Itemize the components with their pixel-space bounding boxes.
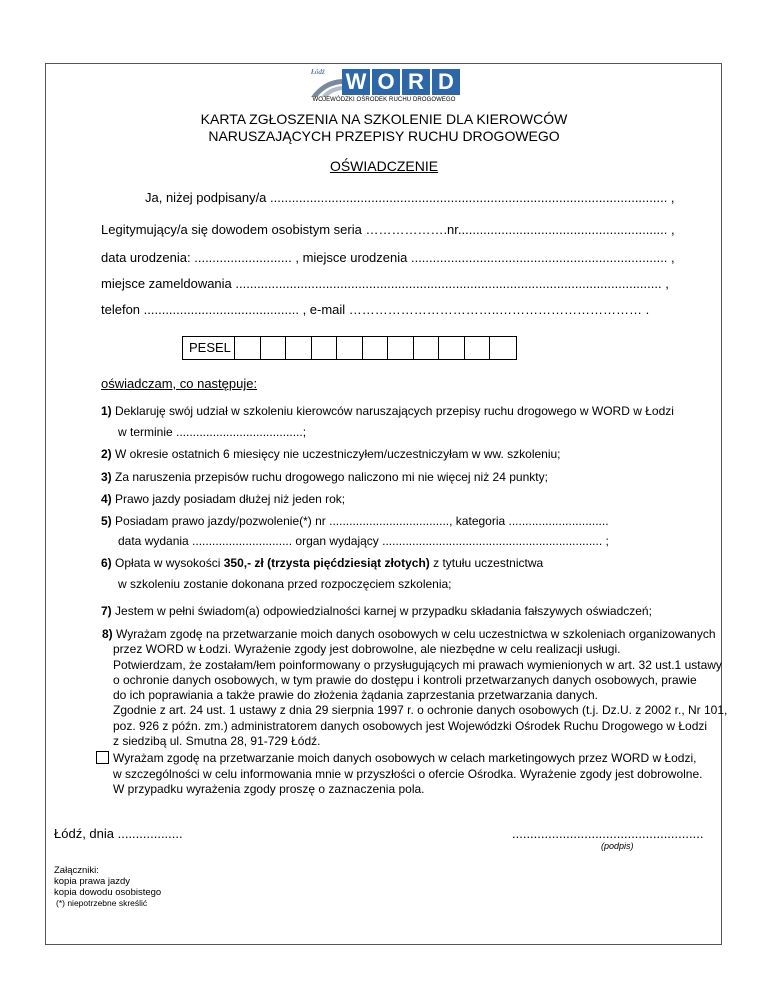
marketing-line: w szczególności w celu informowania mnie w przyszłości o ofercie Ośrodka. Wyrażenie zgody jest dobrowolne. (113, 766, 703, 781)
marketing-consent-text (113, 751, 702, 798)
form-title-line-2: NARUSZAJĄCYCH PRZEPISY RUCHU DROGOWEGO (208, 128, 560, 144)
statement-6-continuation: w szkoleniu zostanie dokonana przed rozpoczęciem szkolenia; (118, 577, 452, 591)
statement-text: W okresie ostatnich 6 miesięcy nie uczestniczyłem/uczestniczyłam w ww. szkoleniu; (115, 447, 561, 461)
pesel-digit-cell[interactable] (465, 337, 491, 359)
marketing-consent-checkbox[interactable] (96, 751, 109, 764)
place-date-field[interactable]: Łódź, dnia .................. (54, 826, 183, 841)
statement-8-line: Potwierdzam, że zostałam/łem poinformowany o przysługujących mi prawach wymienionych w art. 32 ust.1 ustawy (113, 657, 722, 672)
footnote: (*) niepotrzebne skreślić (56, 898, 148, 908)
logo-city: Łódź (311, 68, 325, 76)
attachments (54, 865, 161, 909)
pesel-box (182, 336, 517, 360)
statement-number: 1) (101, 404, 112, 418)
pesel-digit-cell[interactable] (235, 337, 261, 359)
statement-4 (101, 492, 345, 506)
statement-6 (101, 556, 543, 570)
statement-5[interactable] (101, 514, 609, 528)
statement-8 (102, 627, 727, 749)
logo-letter: R (402, 69, 430, 95)
logo-letter: W (342, 69, 370, 95)
statement-8-line: poz. 926 z późn. zm.) administratorem danych osobowych jest Wojewódzki Ośrodek Ruchu Drogowego w Łodzi (113, 718, 708, 733)
id-document-field[interactable]: Legitymujący/a się dowodem osobistym seria ……………….nr.......................................................... , (101, 222, 675, 237)
pesel-digit-cell[interactable] (388, 337, 414, 359)
statement-number: 4) (101, 492, 112, 506)
pesel-label: PESEL (183, 337, 235, 359)
statement-7 (101, 604, 652, 618)
pesel-digit-cell[interactable] (414, 337, 440, 359)
logo-subtitle: WOJEWÓDZKI OŚRODEK RUCHU DROGOWEGO (312, 97, 456, 103)
address-field[interactable]: miejsce zameldowania ...................................................................................................................... , (101, 276, 669, 291)
statement-8-line: Zgodnie z art. 24 ust. 1 ustawy z dnia 29 sierpnia 1997 r. o ochronie danych osobowych (t.j. Dz.U. z 2002 r., Nr 101, (113, 703, 728, 718)
statement-8-line: o ochronie danych osobowych, w tym prawie do dostępu i kontroli przetwarzanych danych osobowych, prawie (113, 672, 697, 687)
statement-text: Deklaruję swój udział w szkoleniu kierowców naruszających przepisy ruchu drogowego w WORD w Łodzi (115, 404, 674, 418)
attachments-heading: Załączniki: (54, 865, 99, 876)
signature-field[interactable]: ..................................................... (512, 826, 704, 841)
license-issue-field[interactable]: data wydania .............................. organ wydający .................................................................. ; (118, 534, 609, 548)
pesel-digit-cell[interactable] (490, 337, 516, 359)
statement-text: Wyrażam zgodę na przetwarzanie moich danych osobowych w celu uczestnictwa w szkoleniach organizowanych (116, 627, 716, 641)
contact-field[interactable]: telefon ........................................... , e-mail ……………………………..…………………………… . (101, 302, 650, 317)
logo-letter: O (372, 69, 400, 95)
fee-amount: 350,- zł (trzysta pięćdziesiąt złotych) (223, 556, 430, 570)
statement-text: Posiadam prawo jazdy/pozwolenie(*) nr ...................................., kategoria .............................. (115, 514, 609, 528)
training-date-field[interactable]: w terminie ......................................; (118, 425, 307, 439)
signed-field[interactable]: Ja, niżej podpisany/a .............................................................................................................. , (145, 190, 675, 205)
statement-8-line: z siedzibą ul. Smutna 28, 91-729 Łódź. (113, 734, 321, 749)
statement-number: 8) (102, 627, 113, 641)
logo-letter: D (432, 69, 460, 95)
marketing-line: Wyrażam zgodę na przetwarzanie moich danych osobowych w celach marketingowych przez WORD w Łodzi, (113, 751, 697, 765)
signature-label: (podpis) (601, 841, 634, 851)
statement-number: 7) (101, 604, 112, 618)
pesel-digit-cell[interactable] (439, 337, 465, 359)
declaration-heading: oświadczam, co następuje: (101, 376, 258, 391)
statement-text: Prawo jazdy posiadam dłużej niż jeden rok; (115, 492, 346, 506)
pesel-digit-cell[interactable] (363, 337, 389, 359)
word-logo (309, 67, 459, 105)
pesel-digit-cell[interactable] (337, 337, 363, 359)
statement-text: Jestem w pełni świadom(a) odpowiedzialności karnej w przypadku składania fałszywych oświadczeń; (115, 604, 652, 618)
birth-field[interactable]: data urodzenia: ........................... , miejsce urodzenia ....................................................................... , (101, 250, 675, 265)
pesel-digit-cell[interactable] (261, 337, 287, 359)
statement-number: 3) (101, 470, 112, 484)
statement-text: z tytułu uczestnictwa (429, 556, 544, 570)
statement-text: Opłata w wysokości (115, 556, 224, 570)
marketing-line: W przypadku wyrażenia zgody proszę o zaznaczenia pola. (113, 782, 425, 796)
statement-8-line: przez WORD w Łodzi. Wyrażenie zgody jest dobrowolne, ale niezbędne w celu realizacji usługi. (113, 642, 621, 657)
attachment-item: kopia dowodu osobistego (54, 887, 162, 898)
statement-number: 5) (101, 514, 112, 528)
statement-number: 6) (101, 556, 112, 570)
pesel-digit-cell[interactable] (312, 337, 338, 359)
statement-3 (101, 470, 548, 484)
statement-number: 2) (101, 447, 112, 461)
statement-text: Za naruszenia przepisów ruchu drogowego naliczono mi nie więcej niż 24 punkty; (115, 470, 548, 484)
pesel-digit-cell[interactable] (286, 337, 312, 359)
statement-2 (101, 447, 561, 461)
form-title-line-1: KARTA ZGŁOSZENIA NA SZKOLENIE DLA KIEROWCÓW (200, 111, 568, 127)
logo-road-icon (309, 76, 343, 98)
statement-1 (101, 404, 674, 418)
attachment-item: kopia prawa jazdy (54, 876, 131, 887)
form-heading: OŚWIADCZENIE (329, 158, 439, 174)
statement-8-line: do ich poprawiania a także prawie do złożenia żądania zaprzestania przetwarzania danych. (113, 688, 598, 703)
logo-letters (342, 69, 460, 95)
